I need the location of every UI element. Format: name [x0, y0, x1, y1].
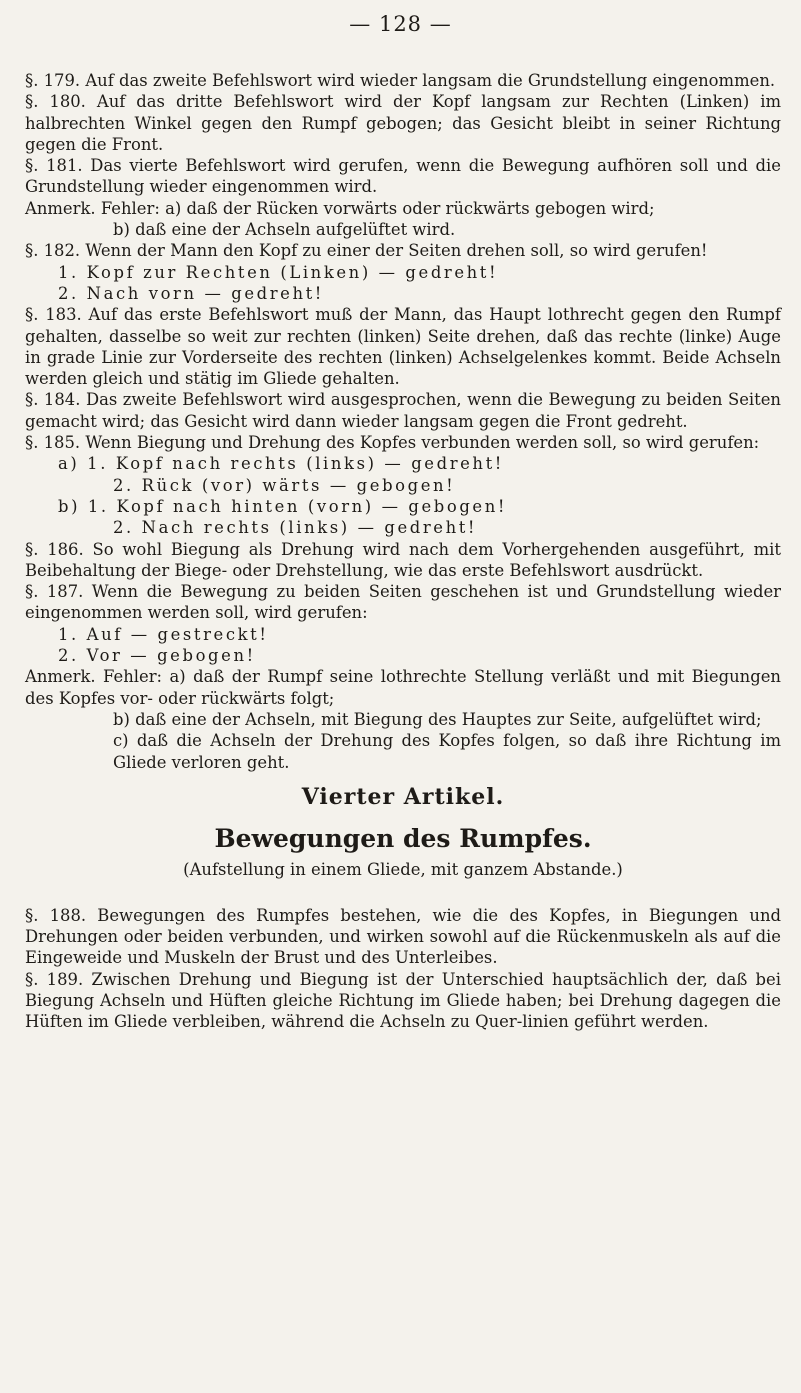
- paragraph-181: §. 181. Das vierte Befehlswort wird gerufen, wenn die Bewegung aufhören soll und die Grundstellung wieder eingenommen wird.: [25, 156, 781, 197]
- command-187-1: 1. Auf — gestreckt!: [58, 624, 269, 644]
- paragraph-184: §. 184. Das zweite Befehlswort wird ausgesprochen, wenn die Bewegung zu beiden Seiten gemacht wird; das Gesicht wird dann wieder langsam gegen die Front gedreht.: [25, 390, 781, 431]
- command-182-1: 1. Kopf zur Rechten (Linken) — gedreht!: [58, 262, 499, 282]
- paragraph-179: §. 179. Auf das zweite Befehlswort wird wieder langsam die Grundstellung eingenommen.: [25, 71, 776, 90]
- remark-181-a: Anmerk. Fehler: a) daß der Rücken vorwärts oder rückwärts gebogen wird;: [25, 198, 655, 218]
- article-subtitle: (Aufstellung in einem Gliede, mit ganzem Abstande.): [183, 860, 623, 880]
- command-187-2: 2. Vor — gebogen!: [58, 646, 256, 666]
- paragraph-185: §. 185. Wenn Biegung und Drehung des Kopfes verbunden werden soll, so wird gerufen:: [25, 433, 760, 453]
- paragraph-186: §. 186. So wohl Biegung als Drehung wird nach dem Vorhergehenden ausgeführt, mit Beibehaltung der Biege- oder Drehstellung, wie das erste Befehlswort ausdrückt.: [25, 539, 781, 580]
- command-185-a1: a) 1. Kopf nach rechts (links) — gedreht!: [58, 454, 504, 474]
- paragraph-188: §. 188. Bewegungen des Rumpfes bestehen, wie die des Kopfes, in Biegungen und Drehungen oder beiden verbunden, und wirken sowohl auf die Rückenmuskeln als auf die Eingeweide und Muskeln der Brust und des Unterleibes.: [25, 905, 781, 968]
- article-title: Bewegungen des Rumpfes.: [214, 824, 592, 854]
- paragraph-180: §. 180. Auf das dritte Befehlswort wird der Kopf langsam zur Rechten (Linken) im halbrechten Winkel gegen den Rumpf gebogen; das Gesicht bleibt in seiner Richtung gegen die Front.: [25, 92, 781, 154]
- remark-187-c: c) daß die Achseln der Drehung des Kopfes folgen, so daß ihre Richtung im Gliede verloren geht.: [113, 731, 781, 772]
- page-number: — 128 —: [349, 12, 452, 36]
- remark-187-b: b) daß eine der Achseln, mit Biegung des Hauptes zur Seite, aufgelüftet wird;: [113, 709, 762, 729]
- command-185-b1: b) 1. Kopf nach hinten (vorn) — gebogen!: [58, 496, 508, 516]
- command-185-a2: 2. Rück (vor) wärts — gebogen!: [113, 475, 456, 495]
- article-number: Vierter Artikel.: [301, 783, 505, 810]
- remark-181-b: b) daß eine der Achseln aufgelüftet wird.: [113, 220, 456, 240]
- page-body: [25, 70, 781, 1032]
- command-185-b2: 2. Nach rechts (links) — gedreht!: [113, 518, 478, 538]
- paragraph-189: §. 189. Zwischen Drehung und Biegung ist der Unterschied hauptsächlich der, daß bei Biegung Achseln und Hüften gleiche Richtung im Gliede haben; bei Drehung dagegen die Hüften im Gliede verbleiben, während die Achseln zu Quer-linien geführt werden.: [25, 969, 781, 1032]
- paragraph-183: §. 183. Auf das erste Befehlswort muß der Mann, das Haupt lothrecht gegen den Rumpf gehalten, dasselbe so weit zur rechten (linken) Seite drehen, daß das rechte (linke) Auge in grade Linie zur Vorderseite des rechten (linken) Achselgelenkes kommt. Beide Achseln werden gleich und stätig im Gliede gehalten.: [25, 305, 781, 389]
- paragraph-182: §. 182. Wenn der Mann den Kopf zu einer der Seiten drehen soll, so wird gerufen!: [25, 241, 708, 261]
- paragraph-187: §. 187. Wenn die Bewegung zu beiden Seiten geschehen ist und Grundstellung wieder eingenommen werden soll, wird gerufen:: [25, 582, 781, 623]
- remark-187-a: Anmerk. Fehler: a) daß der Rumpf seine lothrechte Stellung verläßt und mit Biegungen des Kopfes vor- oder rückwärts folgt;: [25, 667, 781, 708]
- command-182-2: 2. Nach vorn — gedreht!: [58, 283, 324, 303]
